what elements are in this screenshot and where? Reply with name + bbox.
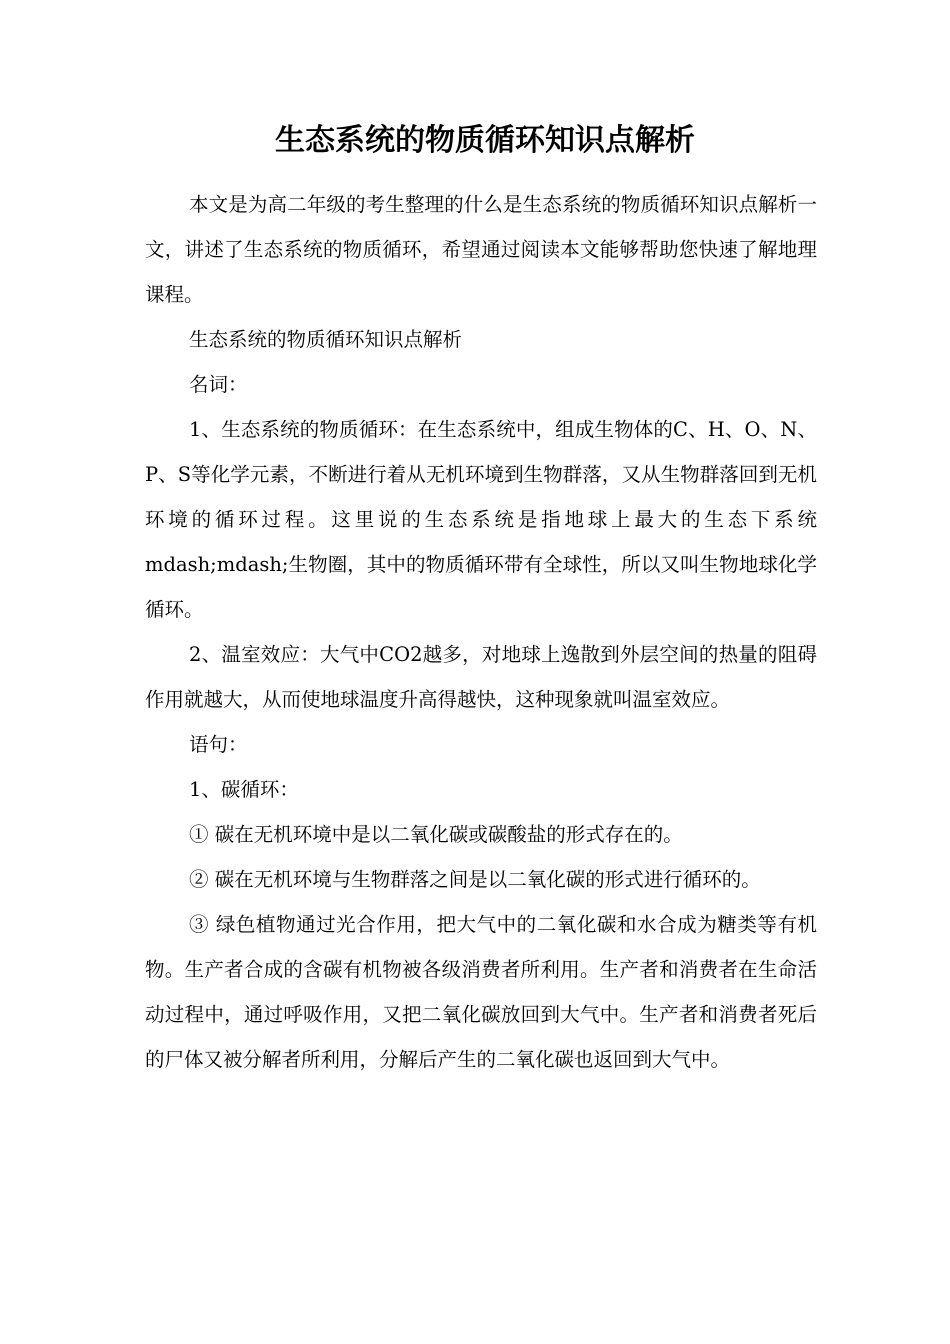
carbon-cycle-heading: 1、碳循环：	[189, 778, 299, 801]
carbon-point-3: ③ 绿色植物通过光合作用，把大气中的二氧化碳和水合成为糖类等有机物。生产者合成的含碳有机物被各级消费者所利用。生产者和消费者在生命活动过程中，通过呼吸作用，又把二氧化碳放回到大气中。生产者和消费者死后的尸体又被分解者所利用，分解后产生的二氧化碳也返回到大气中。	[145, 913, 817, 1071]
term-material-cycle: 1、生态系统的物质循环：在生态系统中，组成生物体的C、H、O、N、P、S等化学元素，不断进行着从无机环境到生物群落，又从生物群落回到无机环境的循环过程。这里说的生态系统是指地球上最大的生态下系统mdash;mdash;生物圈，其中的物质循环带有全球性，所以又叫生物地球化学循环。	[145, 418, 817, 621]
document-body	[145, 182, 817, 1082]
terms-label: 名词：	[189, 373, 248, 396]
term-greenhouse-effect: 2、温室效应：大气中CO2越多，对地球上逸散到外层空间的热量的阻碍作用就越大，从而使地球温度升高得越快，这种现象就叫温室效应。	[145, 643, 817, 711]
sentences-label: 语句：	[189, 733, 248, 756]
carbon-point-1: ① 碳在无机环境中是以二氧化碳或碳酸盐的形式存在的。	[189, 823, 683, 846]
carbon-point-2: ② 碳在无机环境与生物群落之间是以二氧化碳的形式进行循环的。	[189, 868, 761, 891]
document-title: 生态系统的物质循环知识点解析	[275, 123, 695, 158]
section-heading: 生态系统的物质循环知识点解析	[189, 328, 463, 351]
intro-paragraph: 本文是为高二年级的考生整理的什么是生态系统的物质循环知识点解析一文，讲述了生态系统的物质循环，希望通过阅读本文能够帮助您快速了解地理课程。	[145, 193, 817, 306]
